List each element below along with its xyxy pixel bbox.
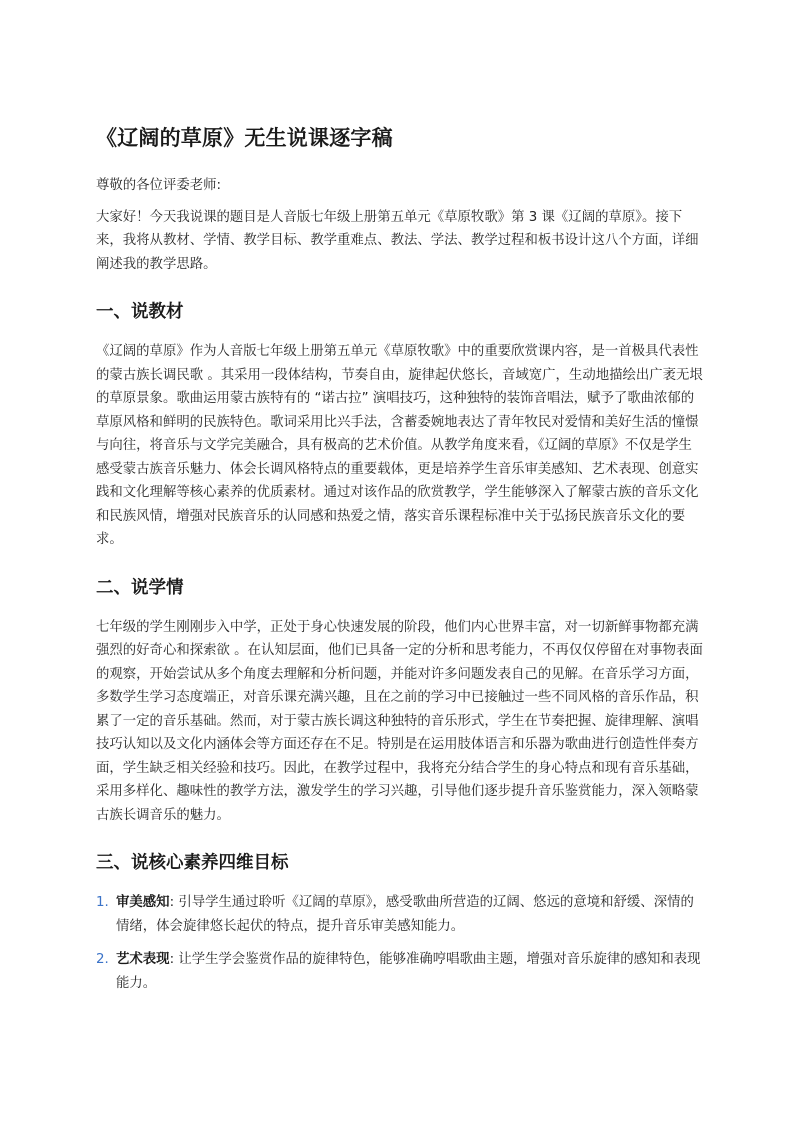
list-item-body	[116, 891, 703, 938]
section-body-learners: 七年级的学生刚刚步入中学，正处于身心快速发展的阶段，他们内心世界丰富，对一切新鲜事物都充满强烈的好奇心和探索欲 。在认知层面，他们已具备一定的分析和思考能力，不再仅仅停留在对事物表面的观察，开始尝试从多个角度去理解和分析问题，并能对许多问题发表自己的见解。在音乐学习方面，多数学生学习态度端正，对音乐课充满兴趣，且在之前的学习中已接触过一些不同风格的音乐作品，积累了一定的音乐基础。然而，对于蒙古族长调这种独特的音乐形式，学生在节奏把握、旋律理解、演唱技巧认知以及文化内涵体会等方面还存在不足。特别是在运用肢体语言和乐器为歌曲进行创造性伴奏方面，学生缺乏相关经验和技巧。因此，在教学过程中，我将充分结合学生的身心特点和现有音乐基础，采用多样化、趣味性的教学方法，激发学生的学习兴趣，引导他们逐步提升音乐鉴赏能力，深入领略蒙古族长调音乐的魅力。	[96, 619, 703, 823]
section-core-goals	[96, 849, 703, 995]
section-body-textbook: 《辽阔的草原》作为人音版七年级上册第五单元《草原牧歌》中的重要欣赏课内容，是一首极具代表性的蒙古族长调民歌 。其采用一段体结构，节奏自由，旋律起伏悠长，音域宽广，生动地描绘出广袤无垠的草原景象。歌曲运用蒙古族特有的 “诺古拉” 演唱技巧，这种独特的装饰音唱法，赋予了歌曲浓郁的草原风格和鲜明的民族特色。歌词采用比兴手法，含蓄委婉地表达了青年牧民对爱情和美好生活的憧憬与向往，将音乐与文学完美融合，具有极高的艺术价值。从教学角度来看，《辽阔的草原》不仅是学生感受蒙古族音乐魅力、体会长调风格特点的重要载体，更是培养学生音乐审美感知、艺术表现、创意实践和文化理解等核心素养的优质素材。通过对该作品的欣赏教学，学生能够深入了解蒙古族的音乐文化和民族风情，增强对民族音乐的认同感和热爱之情，落实音乐课程标准中关于弘扬民族音乐文化的要求。	[96, 344, 703, 547]
list-item	[96, 948, 703, 995]
goal-term: 艺术表现	[116, 952, 170, 967]
goal-text: : 引导学生通过聆听《辽阔的草原》，感受歌曲所营造的辽阔、悠远的意境和舒缓、深情的情绪，体会旋律悠长起伏的特点，提升音乐审美感知能力。	[116, 895, 694, 934]
section-learners	[96, 574, 703, 828]
section-heading-textbook: 一、说教材	[96, 302, 184, 322]
section-heading-learners: 二、说学情	[96, 577, 184, 598]
section-textbook	[96, 298, 703, 552]
list-item-number: 2.	[96, 952, 109, 967]
intro-paragraph: 大家好！今天我说课的题目是人音版七年级上册第五单元《草原牧歌》第 3 课《辽阔的草原》。接下来，我将从教材、学情、教学目标、教学重难点、教法、学法、教学过程和板书设计这八个方面，详细阐述我的教学思路。	[96, 209, 699, 272]
goal-term: 审美感知	[116, 895, 170, 910]
goal-text: : 让学生学会鉴赏作品的旋律特色，能够准确哼唱歌曲主题，增强对音乐旋律的感知和表现能力。	[116, 952, 701, 991]
goal-list	[96, 891, 703, 995]
list-item-body	[116, 948, 703, 995]
document-title: 《辽阔的草原》无生说课逐字稿	[96, 126, 393, 150]
salutation: 尊敬的各位评委老师:	[96, 178, 222, 193]
section-heading-core-goals: 三、说核心素养四维目标	[96, 853, 289, 873]
list-item-number: 1.	[96, 895, 109, 910]
list-item	[96, 891, 703, 938]
